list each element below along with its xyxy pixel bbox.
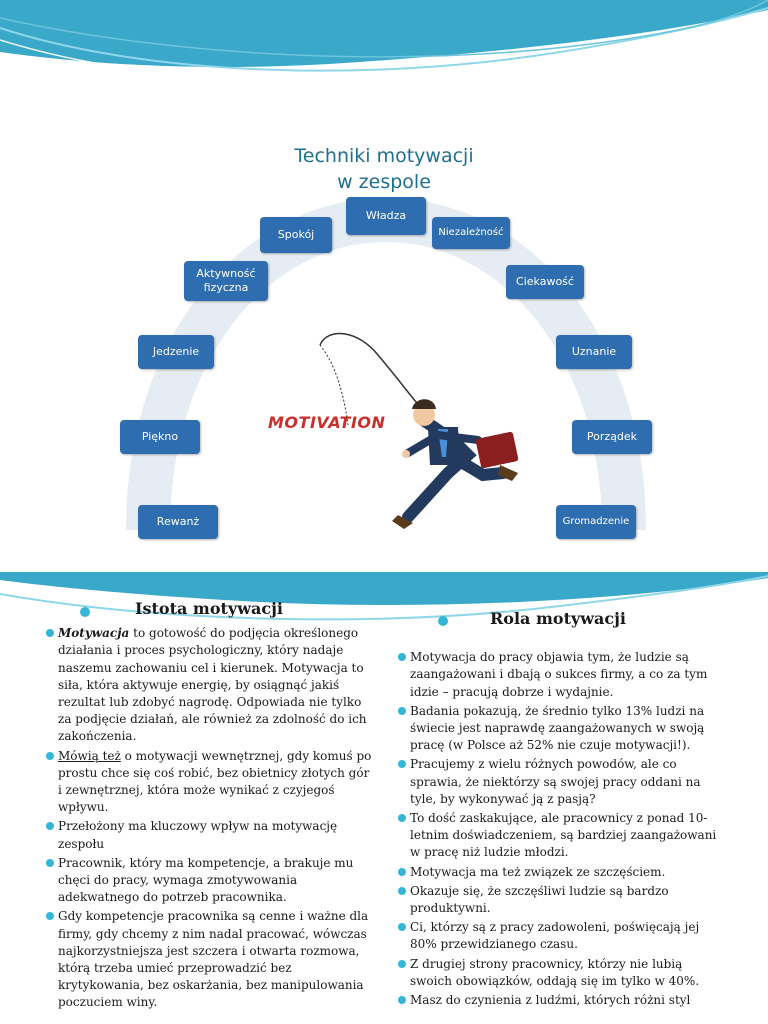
box-piekno: Piękno: [120, 420, 200, 454]
motivation-diagram: [108, 195, 664, 545]
term-mowia-tez: Mówią też: [58, 748, 121, 763]
list-item: Okazuje się, że szczęśliwi ludzie są bardzo produktywni.: [398, 883, 718, 917]
box-niezaleznosc: Niezależność: [432, 217, 510, 249]
box-wladza: Władza: [346, 197, 426, 235]
list-item: To dość zaskakujące, ale pracownicy z ponad 10-letnim doświadczeniem, są bardziej zaangażowani w pracę niż ludzie młodzi.: [398, 810, 718, 862]
slide-istota-rola: [0, 572, 768, 1024]
list-item: Przełożony ma kluczowy wpływ na motywację zespołu: [46, 818, 372, 852]
box-aktywnosc-fizyczna: Aktywność fizyczna: [184, 261, 268, 301]
right-column: [398, 610, 718, 1011]
box-ciekawosc: Ciekawość: [506, 265, 584, 299]
list-item: [46, 748, 372, 817]
term-motywacja: Motywacja: [58, 626, 130, 641]
list-item: Pracujemy z wielu różnych powodów, ale co sprawia, że niektórzy są swojej pracy oddani na tyle, by wykonywać ją z pasją?: [398, 756, 718, 808]
heading-rola-motywacji: Rola motywacji: [489, 609, 627, 628]
motivation-label: MOTIVATION: [268, 413, 386, 432]
slide-title-line1: Techniki motywacji: [294, 145, 474, 167]
left-column: [46, 600, 372, 1014]
item-text: to gotowość do podjęcia określonego działania i proces psychologiczny, który nadaje naszemu zachowaniu cel i kierunek. Motywacja to siła, która aktywuje energię, by osiągnąć jakiś rezultat lub zdobyć nagrodę. Odpowiada nie tylko za podjęcie działań, ale również za zdolność do ich zakończenia.: [58, 626, 367, 744]
list-item: Pracownik, który ma kompetencje, a brakuje mu chęci do pracy, wymaga zmotywowania adekwatnego do potrzeb pracownika.: [46, 855, 372, 907]
list-item: Masz do czynienia z ludźmi, których różni styl: [398, 992, 718, 1009]
box-gromadzenie: Gromadzenie: [556, 505, 636, 539]
list-item: Ci, którzy są z pracy zadowoleni, poświęcają jej 80% przewidzianego czasu.: [398, 919, 718, 953]
box-uznanie: Uznanie: [556, 335, 632, 369]
list-item: Gdy kompetencje pracownika są cenne i ważne dla firmy, gdy chcemy z nim nadal pracować, wówczas najkorzystniejsza jest szczera i otwarta rozmowa, którą trzeba umieć przeprowadzić bez krytykowania, bez oskarżania, bez manipulowania poczuciem winy.: [46, 908, 372, 1011]
list-item: Z drugiej strony pracownicy, którzy nie lubią swoich obowiązków, oddają się im tylko w 40%.: [398, 956, 718, 990]
list-item: Motywacja do pracy objawia tym, że ludzie są zaangażowani i dbają o sukces firmy, a co za tym idzie – pracują dobrze i wydajnie.: [398, 649, 718, 701]
list-item: Motywacja ma też związek ze szczęściem.: [398, 864, 718, 881]
item-text: o motywacji wewnętrznej, gdy komuś po prostu chce się coś robić, bez obietnicy złotych gór i zewnętrznej, która może wynikać z czyjegoś wpływu.: [58, 748, 372, 815]
running-businessman-illustration: [108, 195, 664, 545]
list-item: Badania pokazują, że średnio tylko 13% ludzi na świecie jest naprawdę zaangażowanych w swoją pracę (w Polsce aż 52% nie czuje motywacji!).: [398, 703, 718, 755]
box-rewanz: Rewanż: [138, 505, 218, 539]
slide-title-line2: w zespole: [337, 171, 431, 193]
list-item: [46, 625, 372, 745]
heading-istota-motywacji: Istota motywacji: [135, 599, 283, 618]
box-jedzenie: Jedzenie: [138, 335, 214, 369]
box-spokoj: Spokój: [260, 217, 332, 253]
header-wave: [0, 0, 768, 100]
box-porzadek: Porządek: [572, 420, 652, 454]
